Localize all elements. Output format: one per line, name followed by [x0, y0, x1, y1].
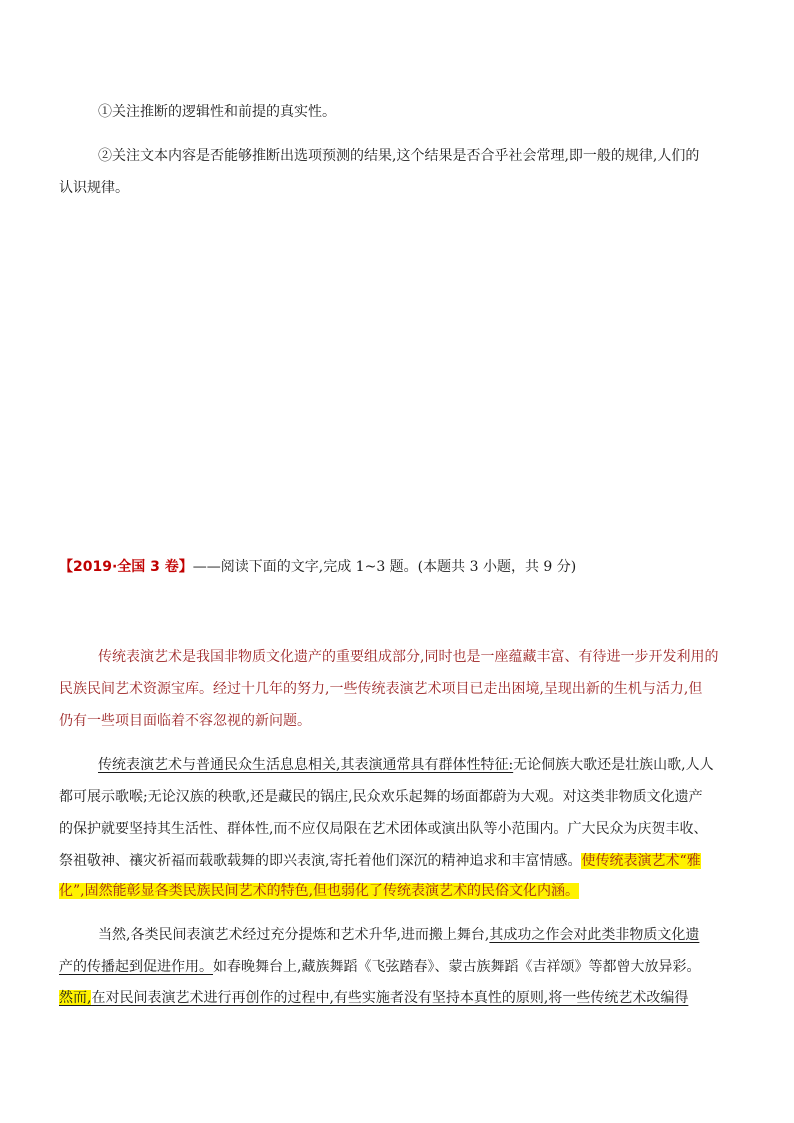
passage-p2-line-2: [59, 787, 703, 807]
passage-p1-text-1: 传统表演艺术是我国非物质文化遗产的重要组成部分,同时也是一座蕴藏丰富、有待进一步开发利用的: [98, 649, 719, 665]
passage-p2-highlight-4: 使传统表演艺术“雅: [581, 853, 701, 869]
passage-p1-line-2: [59, 679, 702, 699]
passage-p3-text-1: 当然,各类民间表演艺术经过充分提炼和艺术升华,进而搬上舞台,: [98, 927, 490, 943]
passage-p1-text-2: 民族民间艺术资源宝库。经过十几年的努力,一些传统表演艺术项目已走出困境,呈现出新的生机与活力,但: [59, 681, 703, 697]
passage-p3-rest-2: 如春晚舞台上,藏族舞蹈《飞弦踏春》、蒙古族舞蹈《吉祥颂》等都曾大放异彩。: [213, 959, 701, 975]
note-1-text: ①关注推断的逻辑性和前提的真实性。: [98, 104, 336, 120]
passage-p2-highlight-5: 化”,固然能彰显各类民族民间艺术的特色,但也弱化了传统表演艺术的民俗文化内涵。: [59, 883, 580, 899]
passage-p1-text-3: 仍有一些项目面临着不容忽视的新问题。: [59, 713, 311, 729]
passage-p3-underlined-1: 其成功之作会对此类非物质文化遗: [489, 927, 700, 943]
passage-p3-highlight-3: 然而,: [59, 990, 92, 1006]
passage-p1-line-3: [59, 711, 311, 731]
question-heading: [59, 557, 576, 577]
passage-p2-line-4: [59, 851, 701, 871]
passage-p2-line-1: [98, 755, 714, 775]
passage-p2-rest-1: 无论侗族大歌还是壮族山歌,人人: [513, 757, 714, 773]
passage-p2-line-3: [59, 819, 707, 839]
passage-p3-underlined-3: 在对民间表演艺术进行再创作的过程中,有些实施者没有坚持本真性的原则,将一些传统艺术改编得: [91, 990, 689, 1006]
note-1: [98, 102, 336, 122]
passage-p1-line-1: [98, 647, 718, 667]
passage-p3-line-1: [98, 925, 699, 945]
note-2-line-1: [98, 146, 699, 166]
note-2-text-line-1: ②关注文本内容是否能够推断出选项预测的结果,这个结果是否合乎社会常理,即一般的规律,人们的: [98, 148, 700, 164]
question-instruction: ——阅读下面的文字,完成 1~3 题。(本题共 3 小题，共 9 分): [192, 559, 577, 575]
note-2-line-2: [59, 178, 129, 198]
passage-p2-text-4: 祭祖敬神、禳灾祈福而载歌载舞的即兴表演,寄托着他们深沉的精神追求和丰富情感。: [59, 853, 582, 869]
passage-p3-line-3: [59, 988, 688, 1008]
passage-p3-underlined-2: 产的传播起到促进作用。: [59, 959, 213, 975]
passage-p2-underlined-1: 传统表演艺术与普通民众生活息息相关,其表演通常具有群体性特征:: [98, 757, 514, 773]
passage-p3-line-2: [59, 957, 700, 977]
passage-p2-line-5: [59, 881, 579, 901]
passage-p2-text-3: 的保护就要坚持其生活性、群体性,而不应仅局限在艺术团体或演出队等小范围内。广大民众为庆贺丰收、: [59, 821, 708, 837]
passage-p2-text-2: 都可展示歌喉;无论汉族的秧歌,还是藏民的锅庄,民众欢乐起舞的场面都蔚为大观。对这类非物质文化遗产: [59, 789, 703, 805]
note-2-text-line-2: 认识规律。: [59, 180, 129, 196]
question-source: 【2019·全国 3 卷】: [59, 559, 193, 575]
